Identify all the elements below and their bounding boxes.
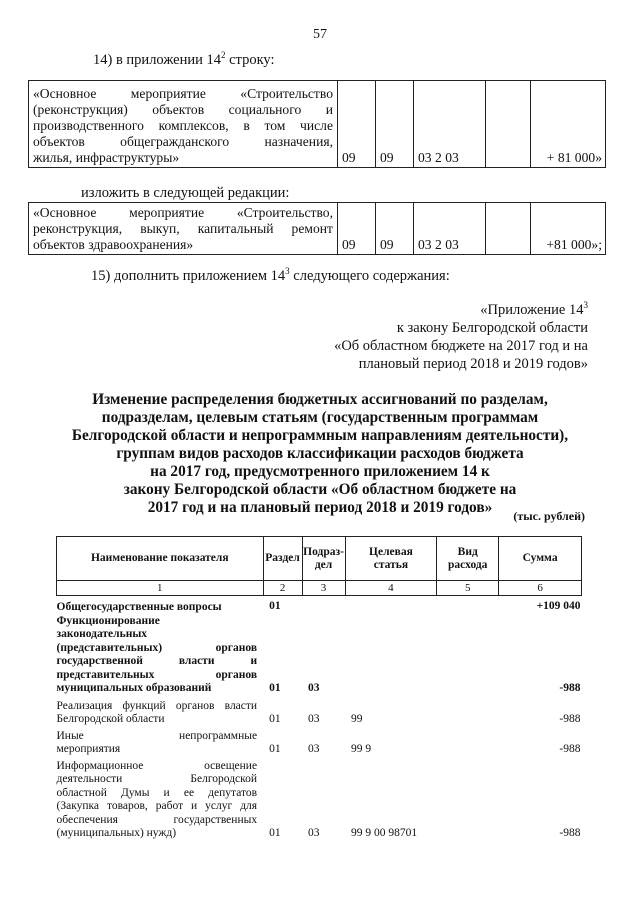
row-vid — [437, 696, 499, 727]
table-header-row — [57, 537, 582, 581]
row-name-line: (Закупка товаров, работ и услуг для — [56, 800, 258, 812]
appendix-line-3: «Об областном бюджете на 2017 год и на — [334, 338, 588, 354]
row-podrazdel: 03 — [308, 743, 320, 755]
item-14-text — [93, 52, 275, 69]
table-row — [57, 615, 582, 696]
column-number: 6 — [499, 581, 582, 596]
appendix-line-1 — [334, 301, 588, 319]
row-statya: 99 — [351, 713, 363, 725]
appendix-line-4: плановый период 2018 и 2019 годов» — [358, 356, 588, 372]
row-summa: -988 — [559, 743, 581, 755]
old-row-table — [28, 80, 606, 168]
new-row-line: «Основное мероприятие «Строительство, — [33, 205, 333, 220]
item-15-suffix: следующего содержания: — [289, 268, 450, 284]
row-name — [57, 596, 264, 615]
header-statya-line: статья — [373, 558, 409, 571]
row-name-line: Реализация функций органов власти — [56, 699, 258, 712]
page-number: 57 — [313, 27, 327, 42]
old-row-razdel: 09 — [338, 81, 376, 168]
item-15-superscript: 3 — [285, 266, 290, 277]
old-row-line: объектов общегражданского назначения, — [33, 134, 333, 149]
units-label: (тыс. рублей) — [513, 509, 585, 523]
item-15-prefix: 15) дополнить приложением 14 — [91, 268, 286, 284]
row-podrazdel: 03 — [308, 713, 320, 725]
header-podrazdel-line: Подраз- — [303, 545, 344, 558]
header-razdel: Раздел — [263, 537, 302, 581]
row-razdel: 01 — [269, 713, 281, 725]
row-name-line: (представительных) органов — [56, 641, 258, 654]
row-name-line: Функционирование — [56, 614, 160, 627]
new-row-razdel: 09 — [338, 203, 376, 255]
row-name-line: обеспечения государственных — [56, 813, 258, 826]
item-15-text — [91, 268, 450, 285]
header-podrazdel-line: дел — [314, 558, 333, 571]
appendix-line-2: к закону Белгородской области — [396, 320, 588, 336]
title-line: подразделам, целевым статьям (государственным программам — [101, 409, 539, 426]
old-row-text — [29, 81, 338, 168]
table-row — [57, 727, 582, 757]
item-14-superscript: 2 — [221, 50, 226, 61]
row-name-line: Общегосударственные вопросы — [56, 601, 222, 613]
header-vid-line: Вид — [457, 545, 478, 558]
row-name-line: деятельности Белгородской — [56, 773, 258, 785]
row-vid — [437, 727, 499, 757]
row-name-line: представительных органов — [56, 668, 258, 681]
header-summa: Сумма — [499, 537, 582, 581]
row-name-line: муниципальных образований — [56, 682, 212, 694]
row-name-line: (муниципальных) нужд) — [56, 827, 177, 839]
row-statya — [345, 615, 437, 696]
title-line: Изменение распределения бюджетных ассигнований по разделам, — [92, 391, 548, 408]
row-razdel: 01 — [269, 827, 281, 839]
row-podrazdel: 03 — [308, 682, 320, 694]
row-vid — [437, 596, 499, 615]
row-razdel: 01 — [269, 600, 281, 612]
header-vid — [437, 537, 499, 581]
row-podrazdel — [302, 596, 345, 615]
header-statya — [345, 537, 437, 581]
old-row-summa: + 81 000» — [531, 81, 606, 168]
title-line: группам видов расходов классификации расходов бюджета — [116, 445, 524, 462]
item-14-prefix: 14) в приложении 14 — [93, 52, 221, 68]
new-row-statya: 03 2 03 — [414, 203, 486, 255]
column-number: 5 — [437, 581, 499, 596]
row-razdel: 01 — [269, 743, 281, 755]
row-name-line: мероприятия — [56, 743, 121, 755]
column-number: 3 — [302, 581, 345, 596]
document-title — [0, 391, 640, 517]
header-statya-line: Целевая — [369, 545, 413, 558]
row-statya — [345, 596, 437, 615]
item-14-suffix: строку: — [225, 52, 275, 68]
new-row-podrazdel: 09 — [376, 203, 414, 255]
title-line: Белгородской области и непрограммным направлениям деятельности), — [71, 427, 569, 444]
row-vid — [437, 757, 499, 841]
row-name-line: Иные непрограммные — [56, 729, 258, 742]
new-row-vid — [486, 203, 531, 255]
row-razdel: 01 — [269, 682, 281, 694]
row-name-line: Белгородской области — [56, 713, 165, 725]
row-podrazdel: 03 — [308, 827, 320, 839]
appendix-line-1-text: «Приложение 14 — [480, 302, 584, 318]
column-number: 4 — [345, 581, 437, 596]
table-row — [57, 696, 582, 727]
title-line: 2017 год и на плановый период 2018 и 2019 годов» — [147, 499, 493, 516]
old-row-line: (реконструкция) объектов социального и — [33, 102, 333, 117]
old-row-line: производственного комплексов, в том числе — [33, 118, 333, 133]
row-name — [57, 696, 264, 727]
title-line: закону Белгородской области «Об областном бюджете на — [123, 481, 517, 498]
header-vid-line: расхода — [448, 558, 488, 571]
row-vid — [437, 615, 499, 696]
column-number: 1 — [57, 581, 264, 596]
row-summa: -988 — [559, 682, 581, 694]
redaction-label: изложить в следующей редакции: — [81, 185, 290, 201]
new-row-summa: +81 000»; — [531, 203, 606, 255]
row-name-line: государственной власти и — [56, 655, 258, 667]
appendix-header — [334, 301, 588, 373]
header-name: Наименование показателя — [57, 537, 264, 581]
appendix-superscript: 3 — [583, 300, 588, 311]
row-statya: 99 9 00 98701 — [351, 827, 418, 839]
row-name — [57, 615, 264, 696]
title-line: на 2017 год, предусмотренного приложением 14 к — [150, 463, 490, 480]
old-row-line: жилья, инфраструктуры» — [33, 150, 180, 165]
column-number-row — [57, 581, 582, 596]
row-statya: 99 9 — [351, 743, 372, 755]
table-row — [57, 757, 582, 841]
header-podrazdel — [302, 537, 345, 581]
old-row-statya: 03 2 03 — [414, 81, 486, 168]
table-row — [57, 596, 582, 615]
old-row-vid — [486, 81, 531, 168]
old-row-line: «Основное мероприятие «Строительство — [33, 86, 333, 101]
new-row-table — [28, 202, 606, 255]
new-row-line: объектов здравоохранения» — [33, 237, 194, 252]
row-name — [57, 727, 264, 757]
row-summa: -988 — [559, 713, 581, 725]
row-name-line: законодательных — [56, 628, 148, 640]
row-name-line: Информационное освещение — [56, 759, 258, 772]
new-row-text — [29, 203, 338, 255]
column-number: 2 — [263, 581, 302, 596]
row-name — [57, 757, 264, 841]
row-summa: +109 040 — [536, 600, 581, 612]
new-row-line: реконструкция, выкуп, капитальный ремонт — [33, 221, 333, 236]
row-name-line: областной Думы и ее депутатов — [56, 786, 258, 799]
budget-table — [56, 536, 582, 841]
row-summa: -988 — [559, 827, 581, 839]
old-row-podrazdel: 09 — [376, 81, 414, 168]
